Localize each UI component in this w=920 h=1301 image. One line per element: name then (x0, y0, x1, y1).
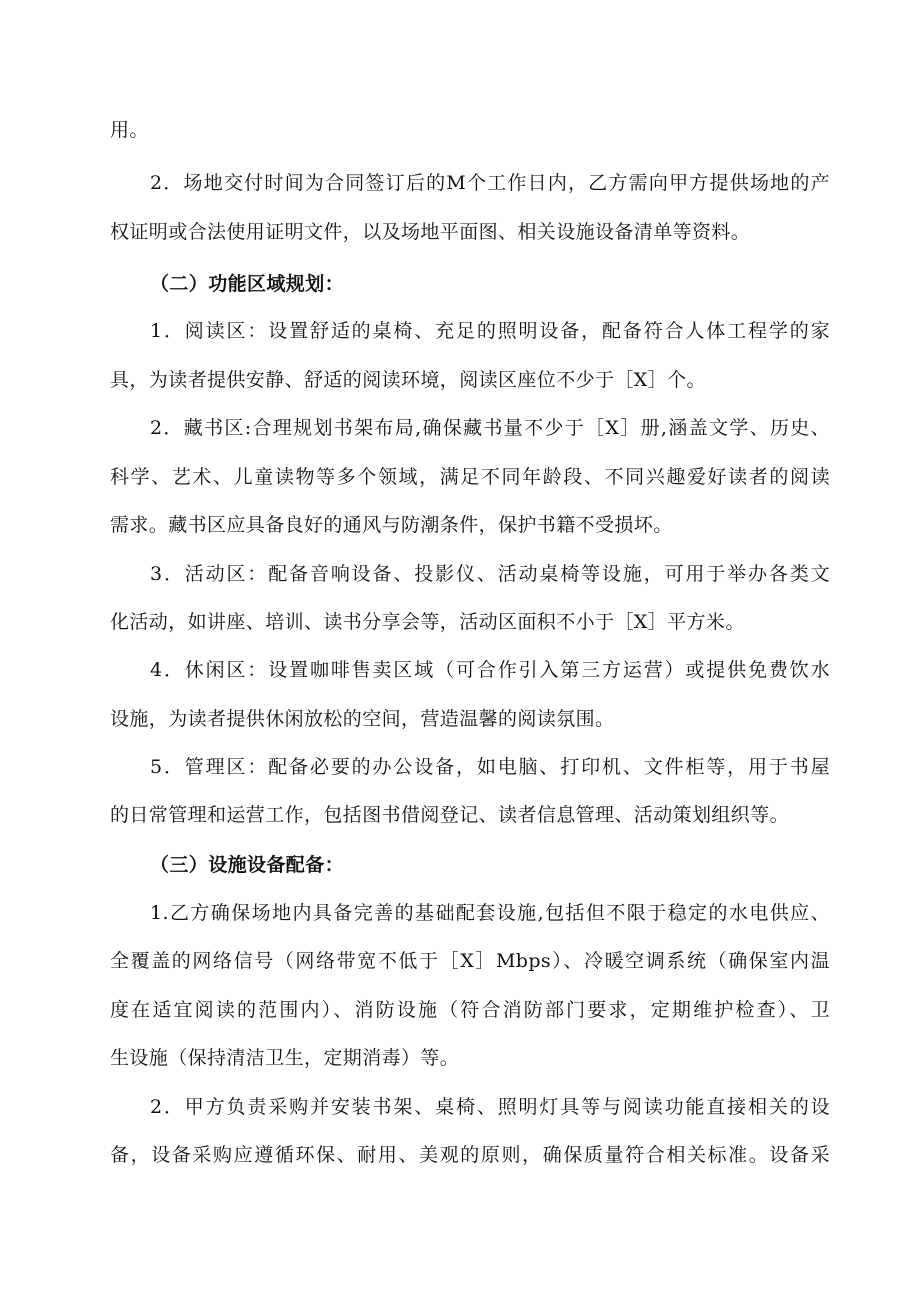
text-line: 具，为读者提供安静、舒适的阅读环境，阅读区座位不少于［X］个。 (110, 369, 706, 391)
text-line: 度在适宜阅读的范围内）、消防设施（符合消防部门要求，定期维护检查）、卫 (110, 999, 830, 1021)
paragraph-first-line: 4．休闲区：设置咖啡售卖区域（可合作引入第三方运营）或提供免费饮水 (150, 659, 830, 681)
text-line: 科学、艺术、儿童读物等多个领域，满足不同年龄段、不同兴趣爱好读者的阅读 (110, 466, 830, 488)
section-heading: （三）设施设备配备： (150, 854, 345, 876)
section-heading: （二）功能区域规划： (150, 273, 345, 295)
text-line: 全覆盖的网络信号（网络带宽不低于［X］Mbps）、冷暖空调系统（确保室内温 (110, 950, 830, 972)
text-line: 用。 (110, 119, 149, 141)
text-line: 的日常管理和运营工作，包括图书借阅登记、读者信息管理、活动策划组织等。 (110, 804, 790, 826)
paragraph-first-line: 5．管理区：配备必要的办公设备，如电脑、打印机、文件柜等，用于书屋 (150, 756, 830, 778)
paragraph-first-line: 2．甲方负责采购并安装书架、桌椅、照明灯具等与阅读功能直接相关的设 (150, 1096, 830, 1118)
text-line: 生设施（保持清洁卫生，定期消毒）等。 (110, 1047, 460, 1069)
text-line: 设施，为读者提供休闲放松的空间，营造温馨的阅读氛围。 (110, 708, 615, 730)
paragraph-first-line: 2．藏书区:合理规划书架布局,确保藏书量不少于［X］册,涵盖文学、历史、 (150, 417, 830, 439)
text-line: 备，设备采购应遵循环保、耐用、美观的原则，确保质量符合相关标准。设备采 (110, 1144, 830, 1166)
text-line: 化活动，如讲座、培训、读书分享会等，活动区面积不小于［X］平方米。 (110, 611, 745, 633)
paragraph-first-line: 1.乙方确保场地内具备完善的基础配套设施,包括但不限于稳定的水电供应、 (150, 902, 830, 924)
text-line: 需求。藏书区应具备良好的通风与防潮条件，保护书籍不受损坏。 (110, 514, 673, 536)
text-line: 权证明或合法使用证明文件，以及场地平面图、相关设施设备清单等资料。 (110, 221, 751, 243)
paragraph-first-line: 1．阅读区：设置舒适的桌椅、充足的照明设备，配备符合人体工程学的家 (150, 320, 830, 342)
paragraph-first-line: 3．活动区：配备音响设备、投影仪、活动桌椅等设施，可用于举办各类文 (150, 563, 830, 585)
paragraph-first-line: 2．场地交付时间为合同签订后的M个工作日内，乙方需向甲方提供场地的产 (150, 172, 830, 194)
